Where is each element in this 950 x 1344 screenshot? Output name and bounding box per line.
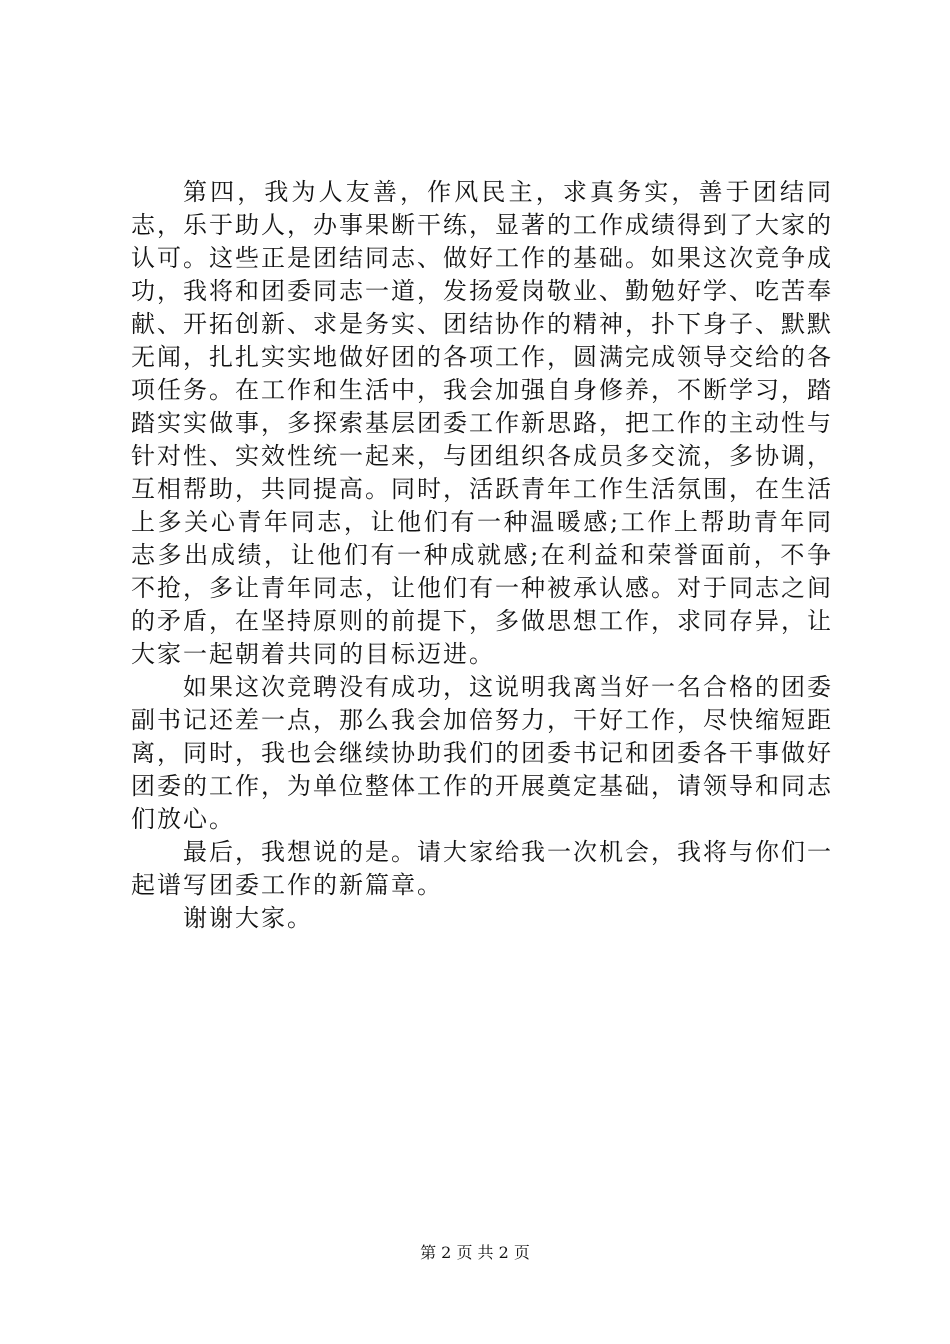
paragraph-closing-request: 最后，我想说的是。请大家给我一次机会，我将与你们一起谱写团委工作的新篇章。 xyxy=(131,838,833,899)
paragraph-qualities: 第四，我为人友善，作风民主，求真务实，善于团结同志，乐于助人，办事果断干练，显著的工作成绩得到了大家的认可。这些正是团结同志、做好工作的基础。如果这次竞争成功，我将和团委同志一道，发扬爱岗敬业、勤勉好学、吃苦奉献、开拓创新、求是务实、团结协作的精神，扑下身子、默默无闻，扎扎实实地做好团的各项工作，圆满完成领导交给的各项任务。在工作和生活中，我会加强自身修养，不断学习，踏踏实实做事，多探索基层团委工作新思路，把工作的主动性与针对性、实效性统一起来，与团组织各成员多交流，多协调，互相帮助，共同提高。同时，活跃青年工作生活氛围，在生活上多关心青年同志，让他们有一种温暖感;工作上帮助青年同志多出成绩，让他们有一种成就感;在利益和荣誉面前，不争不抢，多让青年同志，让他们有一种被承认感。对于同志之间的矛盾，在坚持原则的前提下，多做思想工作，求同存异，让大家一起朝着共同的目标迈进。 xyxy=(131,178,833,668)
page-number-footer: 第 2 页 共 2 页 xyxy=(420,1243,530,1262)
paragraph-thanks: 谢谢大家。 xyxy=(183,904,313,932)
paragraph-if-unsuccessful: 如果这次竞聘没有成功，这说明我离当好一名合格的团委副书记还差一点，那么我会加倍努力，干好工作，尽快缩短距离，同时，我也会继续协助我们的团委书记和团委各干事做好团委的工作，为单位整体工作的开展奠定基础，请领导和同志们放心。 xyxy=(131,673,833,833)
document-body xyxy=(131,176,833,935)
